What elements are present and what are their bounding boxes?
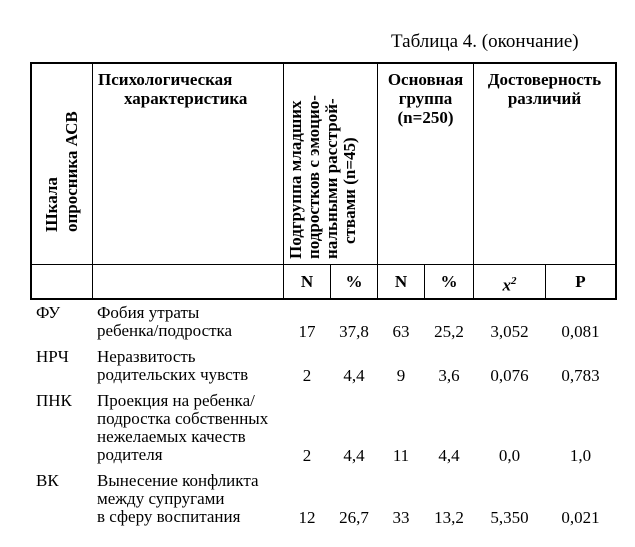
subheader-p: P (575, 272, 586, 291)
subheader-n1: N (300, 272, 314, 291)
header-psych-line1: Психологическая (98, 70, 233, 89)
table-caption: Таблица 4. (окончание) (391, 31, 579, 52)
row-pct2: 25,2 (434, 322, 464, 341)
row-n1: 2 (302, 366, 312, 385)
row-pct1: 4,4 (343, 366, 365, 385)
row-code: ФУ (36, 303, 61, 322)
row-n2: 11 (392, 446, 410, 465)
row-code: ВК (36, 471, 59, 490)
row-pct1: 4,4 (343, 446, 365, 465)
row-n2: 9 (396, 366, 406, 385)
row-desc-line: ребенка/подростка (97, 321, 233, 340)
row-chi2: 0,0 (498, 446, 521, 465)
header-scale-line1: Шкала (42, 177, 61, 232)
header-subgroup-line3: нальными расстрой- (322, 98, 341, 259)
row-desc-line: Проекция на ребенка/ (97, 391, 255, 410)
header-psych-line2: характеристика (124, 89, 248, 108)
row-desc-line: в сферу воспитания (97, 507, 241, 526)
header-signif-line2: различий (507, 89, 582, 108)
row-code: НРЧ (36, 347, 69, 366)
row-desc-line: Вынесение конфликта (97, 471, 259, 490)
header-main-line1: Основная (387, 70, 464, 89)
row-desc-line: Неразвитость (97, 347, 196, 366)
row-p: 0,021 (561, 508, 600, 527)
row-desc-line: Фобия утраты (97, 303, 200, 322)
row-desc-line: подростка собственных (97, 409, 269, 428)
row-pct1: 26,7 (339, 508, 369, 527)
row-desc-line: родительских чувств (97, 365, 249, 384)
header-subgroup-line2: подростков с эмоцио- (304, 95, 323, 259)
header-main-line2: группа (398, 89, 453, 108)
row-pct2: 3,6 (438, 366, 460, 385)
subheader-chi2: $x^2$ (502, 275, 517, 295)
row-chi2: 5,350 (490, 508, 529, 527)
row-desc-line: родителя (97, 445, 163, 464)
row-pct2: 13,2 (434, 508, 464, 527)
header-main-line3: (n=250) (397, 108, 454, 127)
row-pct2: 4,4 (438, 446, 460, 465)
row-p: 0,081 (561, 322, 600, 341)
row-n2: 33 (392, 508, 410, 527)
row-n1: 2 (302, 446, 312, 465)
header-subgroup-line4: ствами (n=45) (340, 137, 359, 244)
subheader-pct1: % (345, 272, 363, 291)
row-chi2: 3,052 (490, 322, 529, 341)
row-desc-line: нежелаемых качеств (97, 427, 246, 446)
header-subgroup-line1: Подгруппа младших (286, 100, 305, 259)
row-desc-line: между супругами (97, 489, 225, 508)
row-n1: 17 (298, 322, 316, 341)
row-pct1: 37,8 (339, 322, 369, 341)
header-scale-line2: опросника АСВ (62, 111, 81, 232)
row-chi2: 0,076 (490, 366, 529, 385)
row-n1: 12 (298, 508, 316, 527)
header-signif-line1: Достоверность (487, 70, 602, 89)
row-p: 0,783 (561, 366, 600, 385)
row-code: ПНК (36, 391, 72, 410)
subheader-n2: N (394, 272, 408, 291)
subheader-pct2: % (440, 272, 458, 291)
row-n2: 63 (392, 322, 410, 341)
row-p: 1,0 (569, 446, 592, 465)
